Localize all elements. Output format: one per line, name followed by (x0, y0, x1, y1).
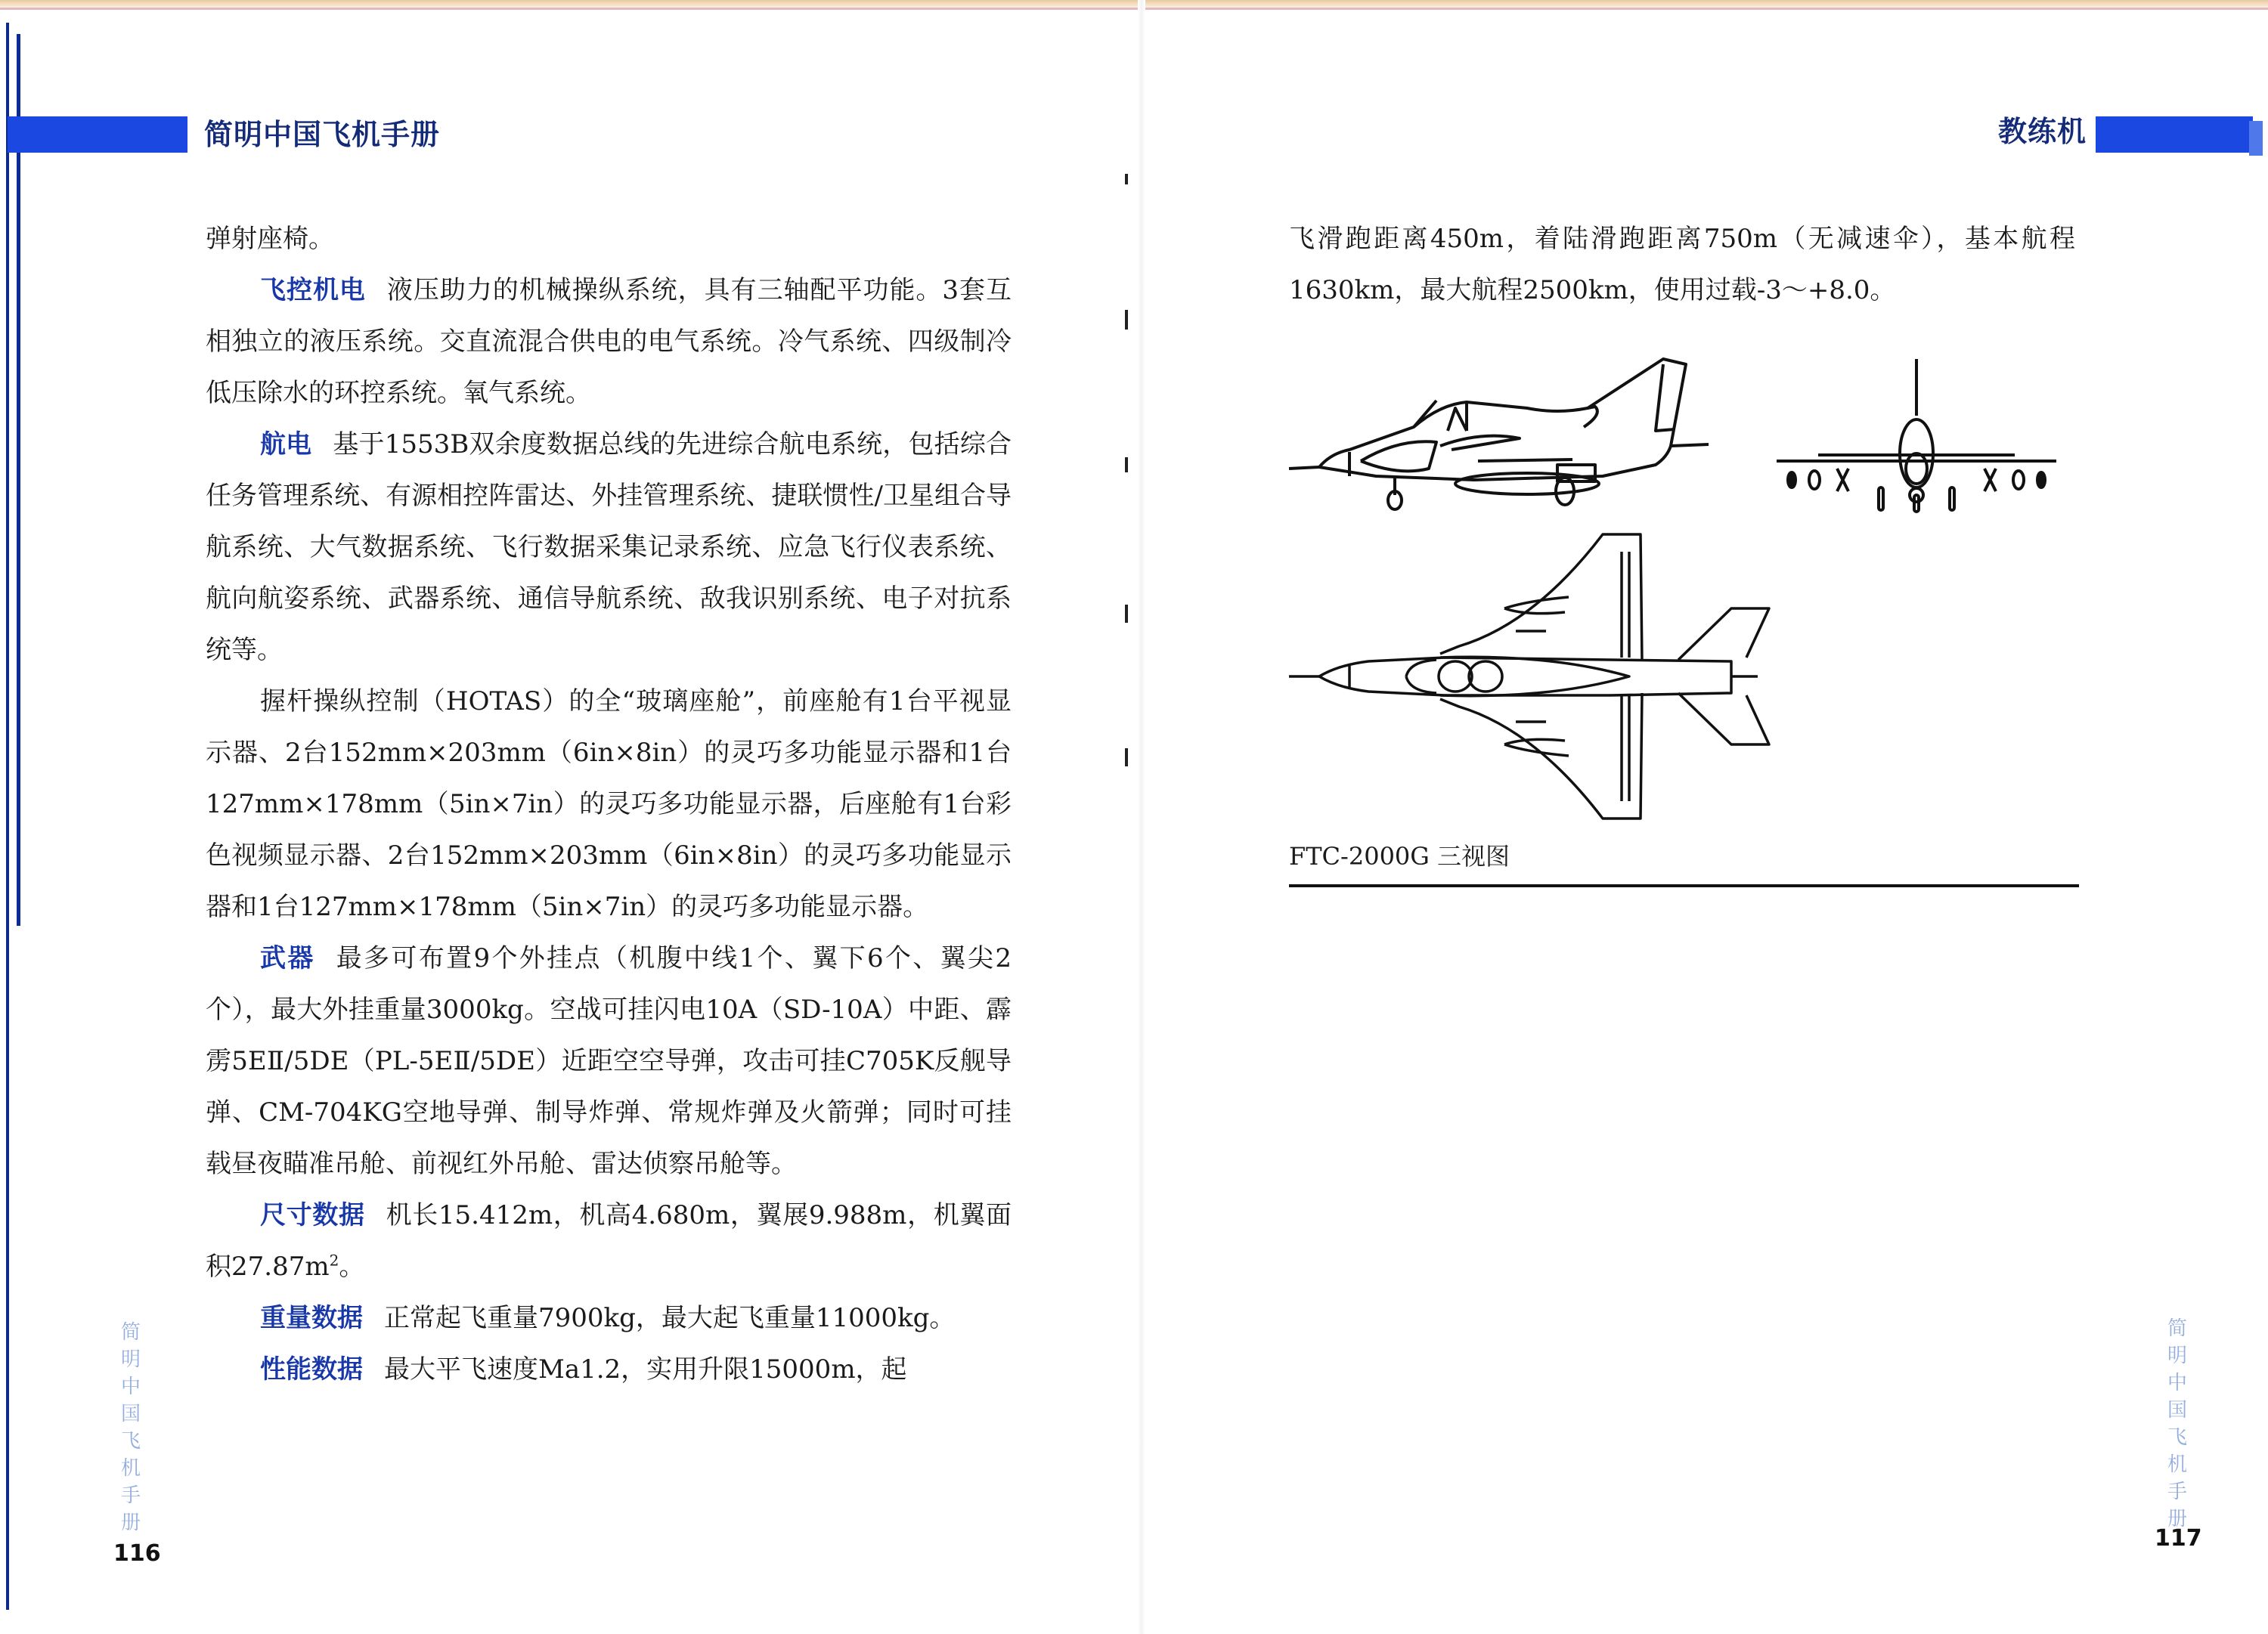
paragraph-keyword: 性能数据 (260, 1354, 363, 1385)
paragraph-text: 弹射座椅。 (206, 224, 334, 254)
paragraph-text: 机长15.412m，机高4.680m，翼展9.988m，机翼面积27.87m (206, 1200, 1012, 1282)
gutter-mark (1125, 605, 1128, 623)
spine-line-inner (17, 34, 20, 926)
gutter-mark (1125, 310, 1128, 330)
side-label-right: 简 明 中 国 飞 机 手 册 (2167, 1317, 2187, 1530)
right-page (1142, 0, 2268, 1634)
paragraph (206, 1344, 1012, 1395)
paragraph-text: 最多可布置9个外挂点（机腹中线1个、翼下6个、翼尖2个），最大外挂重量3000kg。空战可挂闪电10A（SD-10A）中距、霹雳5EⅡ/5DE（PL-5EⅡ/5DE）近距空空导弹，攻击可挂C705K反舰导弹、CM-704KG空地导弹、制导炸弹、常规炸弹及火箭弹；同时可挂载昼夜瞄准吊舱、前视红外吊舱、雷达侦察吊舱等。 (206, 943, 1012, 1179)
paragraph (206, 1190, 1012, 1292)
page-number-right: 117 (2155, 1525, 2202, 1552)
paragraph-keyword: 武器 (260, 943, 315, 973)
book-title: 简明中国飞机手册 (204, 118, 441, 151)
paragraph-keyword: 重量数据 (260, 1303, 363, 1333)
header-bar-right (2096, 116, 2253, 153)
paragraph-text: 基于1553B双余度数据总线的先进综合航电系统，包括综合任务管理系统、有源相控阵雷达、外挂管理系统、捷联惯性/卫星组合导航系统、大气数据系统、飞行数据采集记录系统、应急飞行仪表系统、航向航姿系统、武器系统、通信导航系统、敌我识别系统、电子对抗系统等。 (206, 429, 1012, 665)
paragraph (206, 1292, 1012, 1344)
aircraft-top-view (1285, 525, 1777, 828)
page-number-left: 116 (113, 1540, 161, 1567)
paragraph-text: 最大平飞速度Ma1.2，实用升限15000m，起 (384, 1354, 907, 1385)
paragraph (206, 265, 1012, 419)
gutter-mark (1125, 748, 1128, 766)
header-bar-left (8, 116, 187, 153)
figure-caption: FTC-2000G 三视图 (1289, 842, 1510, 871)
spine-line (6, 23, 9, 1610)
paragraph-keyword: 航电 (260, 429, 312, 460)
side-label-left: 简 明 中 国 飞 机 手 册 (120, 1321, 141, 1534)
paragraph-keyword: 尺寸数据 (260, 1200, 365, 1230)
paragraph-text: 握杆操纵控制（HOTAS）的全“玻璃座舱”，前座舱有1台平视显示器、2台152mm×203mm（6in×8in）的灵巧多功能显示器和1台127mm×178mm（5in×7in）的灵巧多功能显示器，后座舱有1台彩色视频显示器、2台152mm×203mm（6in×8in）的灵巧多功能显示器和1台127mm×178mm（5in×7in）的灵巧多功能显示器。 (206, 686, 1012, 922)
right-body-text (1289, 213, 2075, 316)
paragraph-text: 液压助力的机械操纵系统，具有三轴配平功能。3套互相独立的液压系统。交直流混合供电的电气系统。冷气系统、四级制冷低压除水的环控系统。氧气系统。 (206, 275, 1012, 408)
gutter-mark (1125, 174, 1128, 184)
paragraph (206, 213, 1012, 265)
section-title: 教练机 (1997, 115, 2087, 148)
aircraft-side-view (1285, 355, 1777, 514)
paragraph-text: 飞滑跑距离450m，着陆滑跑距离750m（无减速伞），基本航程1630km，最大航程2500km，使用过载-3～+8.0。 (1289, 224, 2075, 305)
figure-rule (1289, 884, 2079, 887)
paragraph-text: 正常起飞重量7900kg，最大起飞重量11000kg。 (384, 1303, 956, 1333)
gutter-mark (1125, 457, 1128, 472)
paragraph (206, 676, 1012, 933)
paragraph-suffix: 。 (339, 1252, 365, 1282)
paragraph-keyword: 飞控机电 (260, 275, 366, 305)
header-bar-tab (2249, 121, 2263, 156)
paragraph (206, 419, 1012, 676)
left-body-text (206, 213, 1012, 1395)
superscript: 2 (329, 1251, 339, 1270)
paragraph (1289, 213, 2075, 316)
aircraft-front-view (1773, 355, 2060, 514)
paragraph (206, 933, 1012, 1190)
